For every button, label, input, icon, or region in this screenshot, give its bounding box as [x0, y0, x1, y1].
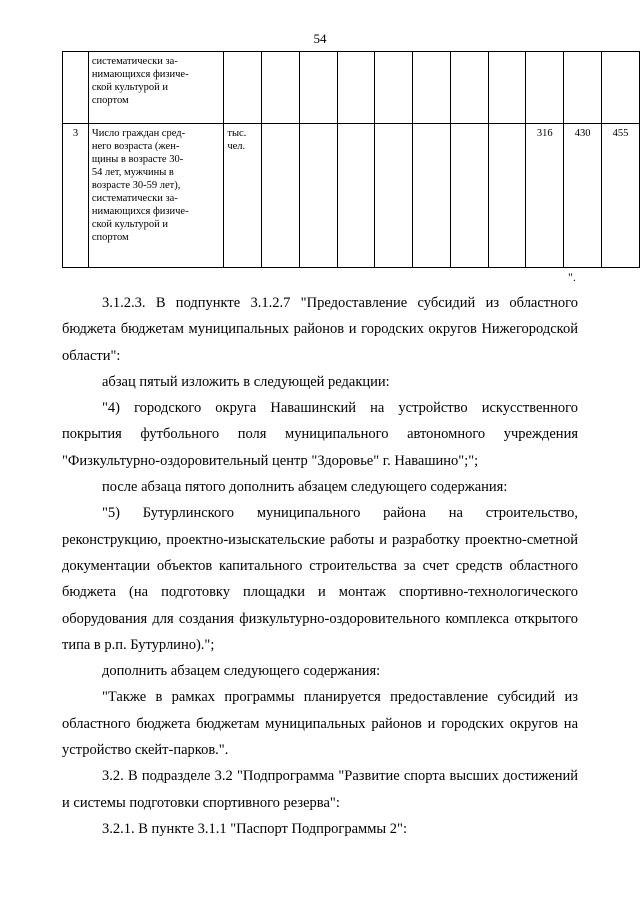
- name-line: него возраста (жен-: [91, 141, 180, 152]
- value-cell: [262, 124, 300, 268]
- name-line: возрасте 30-59 лет),: [91, 180, 181, 191]
- value-cell: [450, 124, 488, 268]
- value-cell: [602, 52, 640, 124]
- value-cell: [337, 124, 375, 268]
- table-row: [63, 124, 640, 268]
- value-cell: [413, 124, 451, 268]
- document-body: [62, 290, 578, 842]
- unit-cell: [224, 52, 262, 124]
- paragraph: 3.2.1. В пункте 3.1.1 "Паспорт Подпрограммы 2":: [102, 820, 407, 837]
- value-cell: [299, 124, 337, 268]
- name-line: нимающихся физиче-: [91, 69, 189, 80]
- unit-cell: [224, 124, 262, 268]
- paragraph: дополнить абзацем следующего содержания:: [102, 663, 381, 680]
- name-line: 54 лет, мужчины в: [91, 167, 174, 178]
- paragraph: "Также в рамках программы планируется предоставление субсидий из областного бюджета бюджетам муниципальных районов и городских округов на устройство скейт-парков.".: [62, 689, 578, 759]
- unit-line: тыс.: [227, 128, 247, 139]
- value-cell: [375, 124, 413, 268]
- name-line: ской культурой и: [91, 82, 169, 93]
- paragraph: "5) Бутурлинского муниципального района на строительство, реконструкцию, проектно-изыскательские работы и разработку проектно-сметной документации объектов капитального строительства за счет средств областного бюджета (на подготовку площадки и монтаж спортивно-технологического оборудования для создания физкультурно-оздоровительного комплекса открытого типа в р.п. Бутурлино).";: [62, 505, 578, 653]
- row-number: 3: [63, 124, 89, 268]
- value-cell: 316: [526, 124, 564, 268]
- name-line: Число граждан сред-: [91, 128, 186, 139]
- value-cell: [299, 52, 337, 124]
- paragraph: после абзаца пятого дополнить абзацем следующего содержания:: [102, 479, 508, 496]
- name-line: спортом: [91, 95, 129, 106]
- table-row: [63, 52, 640, 124]
- value-cell: [564, 52, 602, 124]
- value-cell: [450, 52, 488, 124]
- paragraph: "4) городского округа Навашинский на устройство искусственного покрытия футбольного поля муниципального автономного учреждения "Физкультурно-оздоровительный центр "Здоровье" г. Навашино";";: [62, 400, 578, 469]
- name-line: ской культурой и: [91, 219, 169, 230]
- row-number: [63, 52, 89, 124]
- value-cell: [488, 52, 526, 124]
- indicators-table: [62, 51, 640, 268]
- name-line: нимающихся физиче-: [91, 206, 189, 217]
- paragraph: 3.1.2.3. В подпункте 3.1.2.7 "Предоставление субсидий из областного бюджета бюджетам муниципальных районов и городских округов Нижегородской области":: [62, 295, 578, 364]
- value-cell: 430: [564, 124, 602, 268]
- paragraph: абзац пятый изложить в следующей редакции:: [102, 373, 390, 390]
- value-cell: [488, 124, 526, 268]
- name-line: систематически за-: [91, 193, 178, 204]
- unit-line: чел.: [227, 141, 246, 152]
- name-line: щины в возрасте 30-: [91, 154, 184, 165]
- name-line: систематически за-: [91, 56, 178, 67]
- value-cell: [526, 52, 564, 124]
- value-cell: [375, 52, 413, 124]
- name-line: спортом: [91, 232, 129, 243]
- paragraph: 3.2. В подразделе 3.2 "Подпрограмма "Развитие спорта высших достижений и системы подготовки спортивного резерва":: [62, 768, 578, 811]
- table-closing-quote: ".: [568, 270, 576, 284]
- value-cell: [337, 52, 375, 124]
- value-cell: 455: [602, 124, 640, 268]
- value-cell: [262, 52, 300, 124]
- value-cell: [413, 52, 451, 124]
- indicator-name: [88, 124, 223, 268]
- page-number: 54: [313, 31, 327, 46]
- indicator-name: [88, 52, 223, 124]
